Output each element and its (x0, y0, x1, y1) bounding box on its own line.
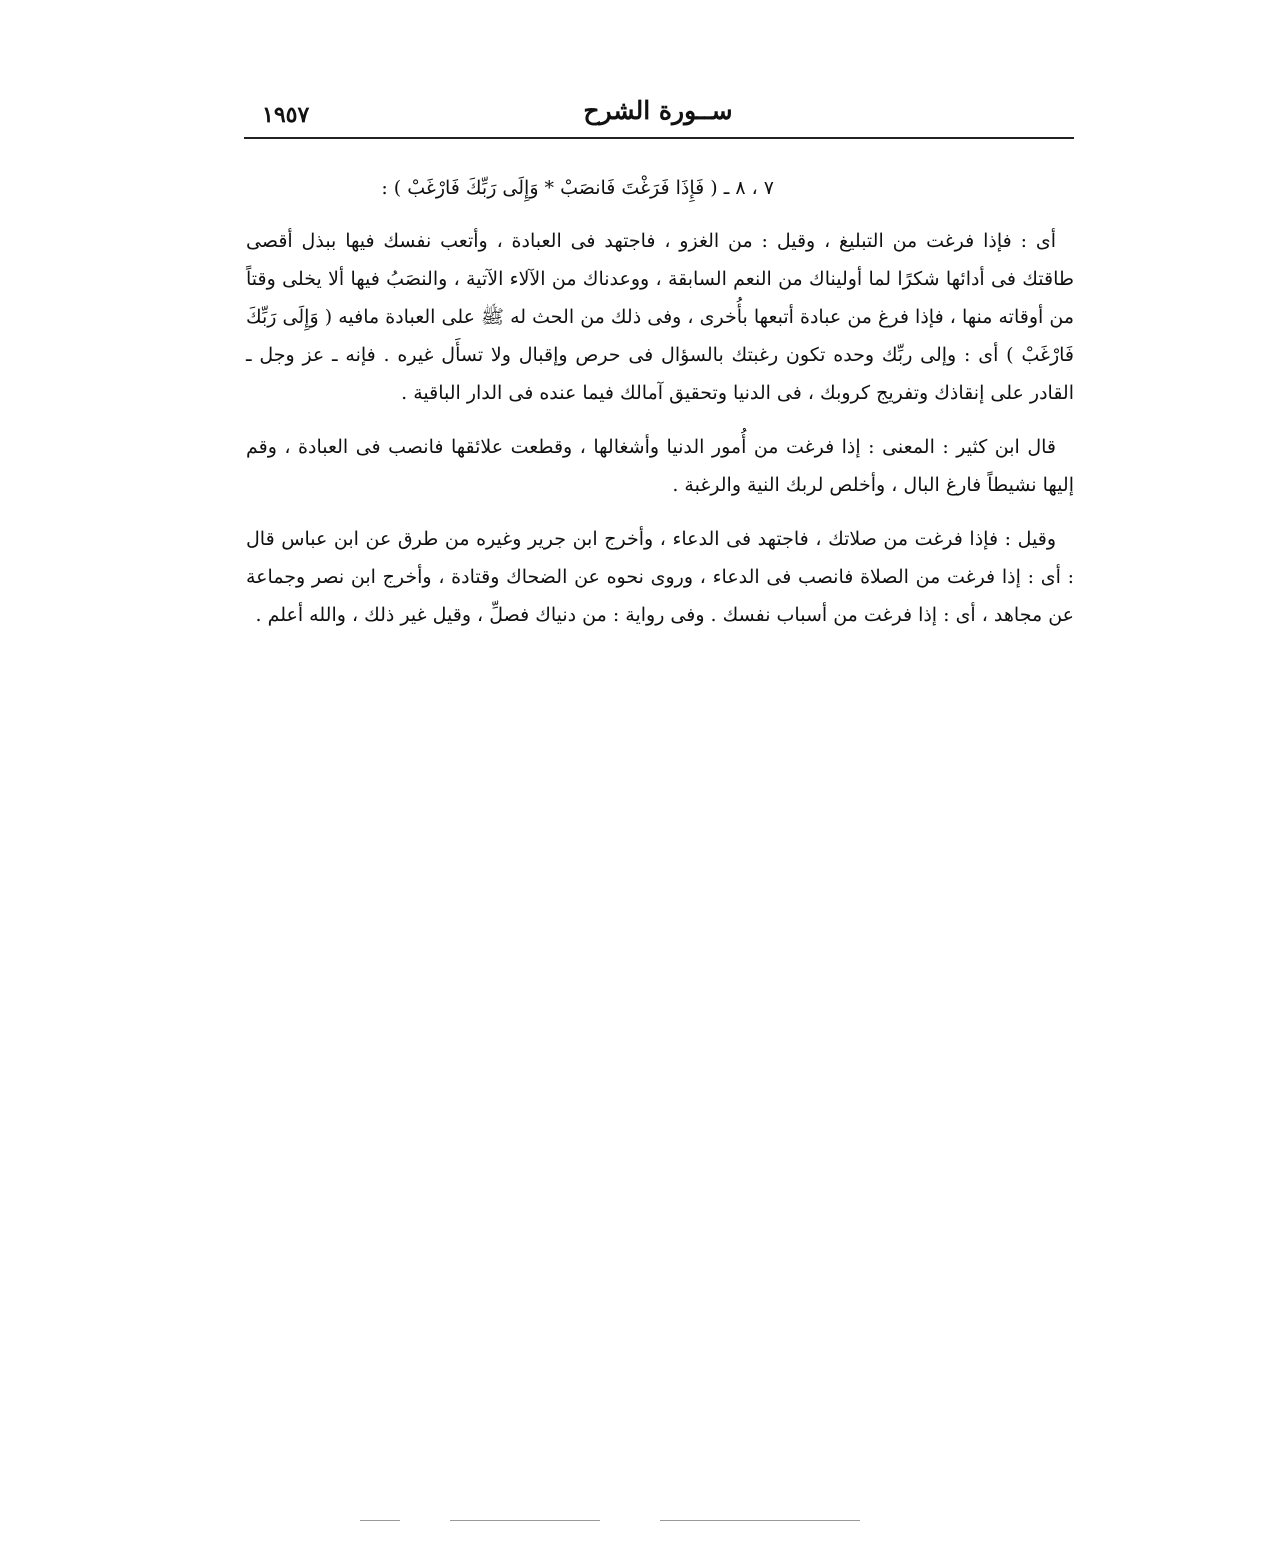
page-number: ١٩٥٧ (262, 102, 310, 128)
page-header (244, 92, 1072, 140)
scan-mark (660, 1520, 860, 1521)
scan-mark (360, 1520, 400, 1521)
paragraph-commentary: أى : فإذا فرغت من التبليغ ، وقيل : من الغزو ، فاجتهد فى العبادة ، وأتعب نفسك فيها ببذل أقصى طاقتك فى أدائها شكرًا لما أوليناك من النعم السابقة ، ووعدناك من الآلاء الآتية ، والنصَبُ فيها ألا يخلى وقتاً من أوقاته منها ، فإذا فرغ من عبادة أتبعها بأُخرى ، وفى ذلك من الحث له ﷺ على العبادة مافيه ( وَإِلَى رَبِّكَ فَارْغَبْ ) أى : وإلى ربِّك وحده تكون رغبتك بالسؤال فى حرص وإقبال ولا تسأَل غيره . فإنه ـ عز وجل ـ القادر على إنقاذك وتفريج كروبك ، فى الدنيا وتحقيق آمالك فيما عنده فى الدار الباقية . (246, 230, 1074, 404)
paragraph-other-views: وقيل : فإذا فرغت من صلاتك ، فاجتهد فى الدعاء ، وأخرج ابن جرير وغيره من طرق عن ابن عباس قال : أى : إذا فرغت من الصلاة فانصب فى الدعاء ، وروى نحوه عن الضحاك وقتادة ، وأخرج ابن نصر وجماعة عن مجاهد ، أى : إذا فرغت من أسباب نفسك . وفى رواية : من دنياك فصلِّ ، وقيل غير ذلك ، والله أعلم . (246, 528, 1074, 626)
header-divider (244, 137, 1074, 139)
paragraph-ibn-kathir: قال ابن كثير : المعنى : إذا فرغت من أُمور الدنيا وأشغالها ، وقطعت علائقها فانصب فى العبادة ، وقم إليها نشيطاً فارغ البال ، وأخلص لربك النية والرغبة . (246, 436, 1074, 496)
page-body (246, 168, 1074, 650)
page-bottom-marks (360, 1514, 880, 1526)
page-title: ســورة الشرح (583, 96, 733, 125)
scan-mark (450, 1520, 600, 1521)
verse-heading: ٧ ، ٨ ـ ( فَإِذَا فَرَغْتَ فَانصَبْ * وَإِلَى رَبِّكَ فَارْغَبْ ) : (381, 177, 774, 199)
